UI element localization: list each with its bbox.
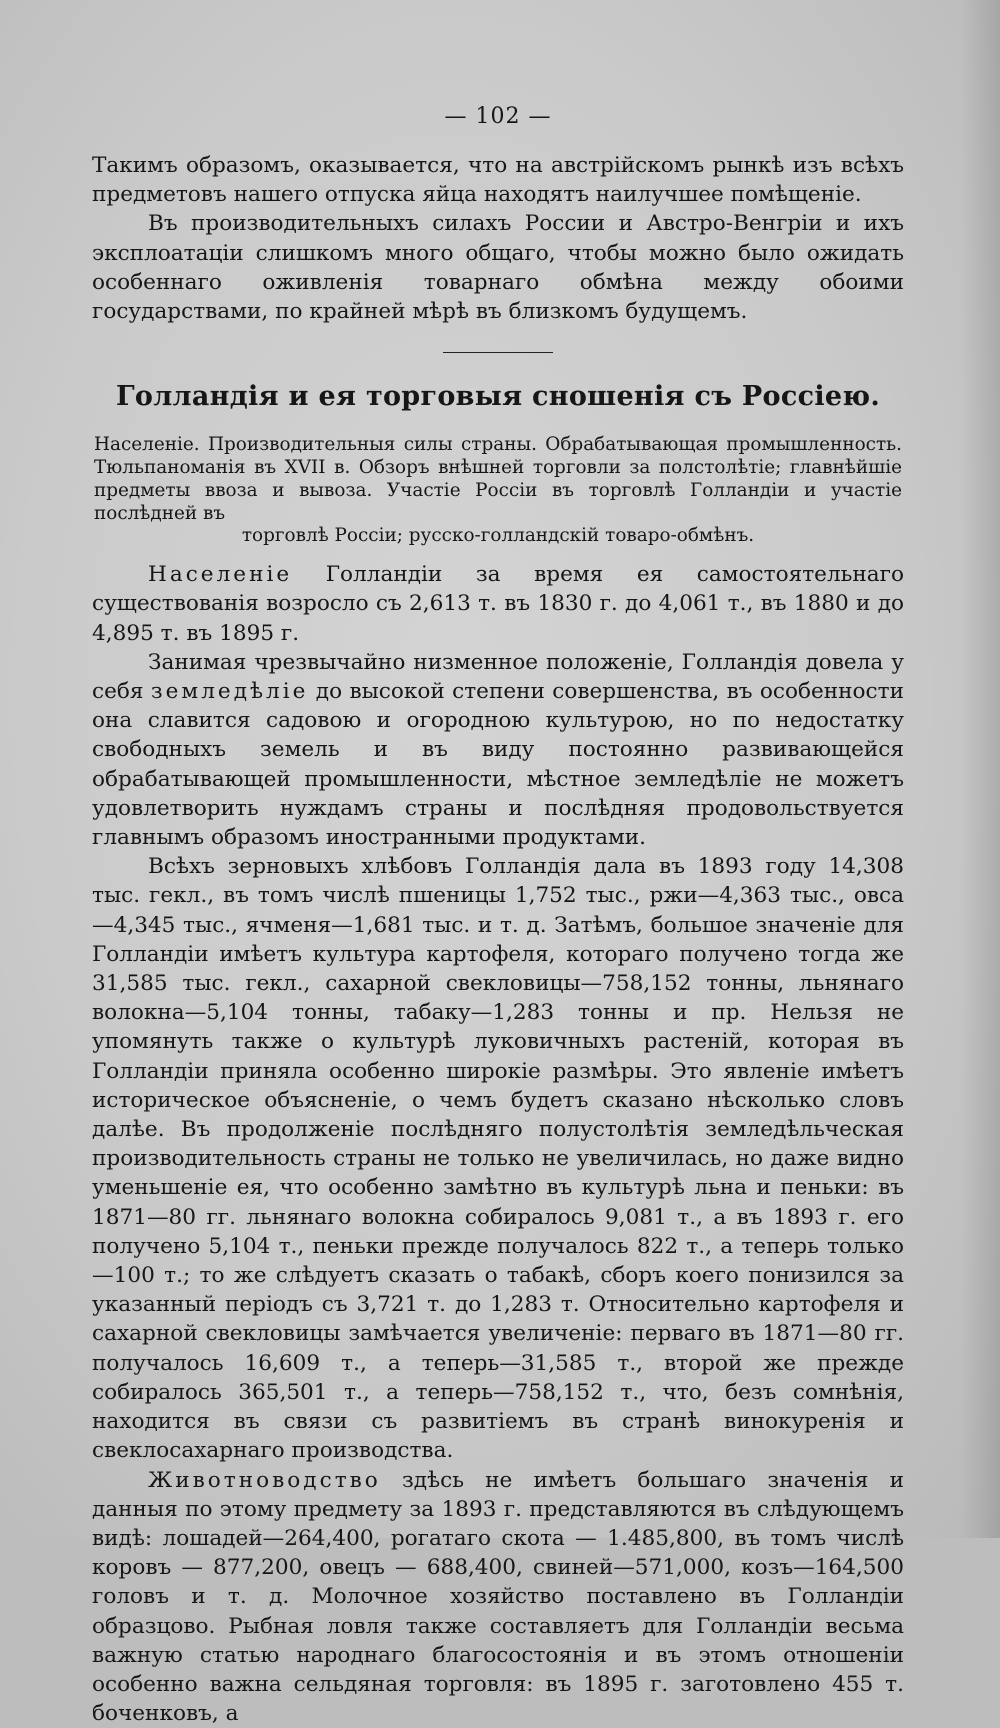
chapter-summary-tail: торговлѣ Россіи; русско-голландскій товаро-обмѣнъ.: [94, 525, 902, 548]
chapter-summary-main: Населеніе. Производительныя силы страны. Обрабатывающая промышленность. Тюльпаноманія въ XVII в. Обзоръ внѣшней торговли за полстолѣтіе; главнѣйшіе предметы ввоза и вывоза. Участіе Россіи въ торговлѣ Голландіи и участіе послѣдней въ: [94, 434, 902, 523]
body-paragraph-crops: Всѣхъ зерновыхъ хлѣбовъ Голландія дала въ 1893 году 14,308 тыс. гекл., въ томъ числѣ пшеницы 1,752 тыс., ржи—4,363 тыс., овса—4,345 тыс., ячменя—1,681 тыс. и т. д. Затѣмъ, большое значеніе для Голландіи имѣетъ культура картофеля, котораго получено тогда же 31,585 тыс. гекл., сахарной свекловицы—758,152 тонны, льнянаго волокна—5,104 тонны, табаку—1,283 тонны и пр. Нельзя не упомянуть также о культурѣ луковичныхъ растеній, которая въ Голландіи приняла особенно широкіе размѣры. Это явленіе имѣетъ историческое объясненіе, о чемъ будетъ сказано нѣсколько словъ далѣе. Въ продолженіе послѣдняго полустолѣтія земледѣльческая производительность страны не только не увеличилась, но даже видно уменьшеніе ея, что особенно замѣтно въ культурѣ льна и пеньки: въ 1871—80 гг. льнянаго волокна собиралось 9,081 т., а въ 1893 г. его получено 5,104 т., пеньки прежде получалось 822 т., а теперь только—100 т.; то же слѣдуетъ сказать о табакѣ, сборъ коего понизился за указанный періодъ съ 3,721 т. до 1,283 т. Относительно картофеля и сахарной свекловицы замѣчается увеличеніе: перваго въ 1871—80 гг. получалось 16,609 т., а теперь—31,585 т., второй же прежде собиралось 365,501 т., а теперь—758,152 т., что, безъ сомнѣнія, находится въ связи съ развитіемъ въ странѣ винокуренія и свеклосахарнаго производства.: [92, 852, 904, 1465]
body-paragraph-livestock: [92, 1466, 904, 1728]
intro-paragraph-2: Въ производительныхъ силахъ России и Австро-Венгріи и ихъ эксплоатаціи слишкомъ много общаго, чтобы можно было ожидать особеннаго оживленія товарнаго обмѣна между обоими государствами, по крайней мѣрѣ въ близкомъ будущемъ.: [92, 209, 904, 326]
intro-paragraph-1: Такимъ образомъ, оказывается, что на австрійскомъ рынкѣ изъ всѣхъ предметовъ нашего отпуска яйца находятъ наилучшее помѣщеніе.: [92, 151, 904, 209]
body-paragraph-agriculture: [92, 648, 904, 852]
page-spine-shadow: [960, 0, 1000, 1538]
lead-word-population: Населеніе: [148, 562, 292, 587]
chapter-title: Голландія и ея торговыя сношенія съ Россіею.: [92, 381, 904, 412]
section-divider: [443, 352, 553, 353]
chapter-summary: [92, 434, 904, 548]
lead-word-agriculture: земледѣліе: [151, 679, 309, 704]
page-number: — 102 —: [92, 104, 904, 129]
agriculture-text-b: до высокой степени совершенства, въ особенности она славится садовою и огородною культурою, но по недостатку свободныхъ земель и въ виду постоянно развивающейся обрабатывающей промышленности, мѣстное земледѣліе не можетъ удовлетворить нуждамъ страны и послѣдняя продовольствуется главнымъ образомъ иностранными продуктами.: [92, 679, 904, 850]
population-text: Голландіи за время ея самостоятельнаго существованія возросло съ 2,613 т. въ 1830 г. до 4,061 т., въ 1880 и до 4,895 т. въ 1895 г.: [92, 562, 904, 645]
livestock-text: здѣсь не имѣетъ большаго значенія и данныя по этому предмету за 1893 г. представляются въ слѣдующемъ видѣ: лошадей—264,400, рогатаго скота — 1.485,800, въ томъ числѣ коровъ — 877,200, овецъ — 688,400, свиней—571,000, козъ—164,500 головъ и т. д. Молочное хозяйство поставлено въ Голландіи образцово. Рыбная ловля также составляетъ для Голландіи весьма важную статью народнаго благосостоянія и въ этомъ отношеніи особенно важна сельдяная торговля: въ 1895 г. заготовлено 455 т. боченковъ, а: [92, 1468, 904, 1727]
agriculture-text-a: Занимая чрезвычайно низменное положеніе, Голландія довела у себя: [92, 650, 904, 704]
lead-word-livestock: Животноводство: [148, 1468, 381, 1493]
body-paragraph-population: [92, 560, 904, 648]
